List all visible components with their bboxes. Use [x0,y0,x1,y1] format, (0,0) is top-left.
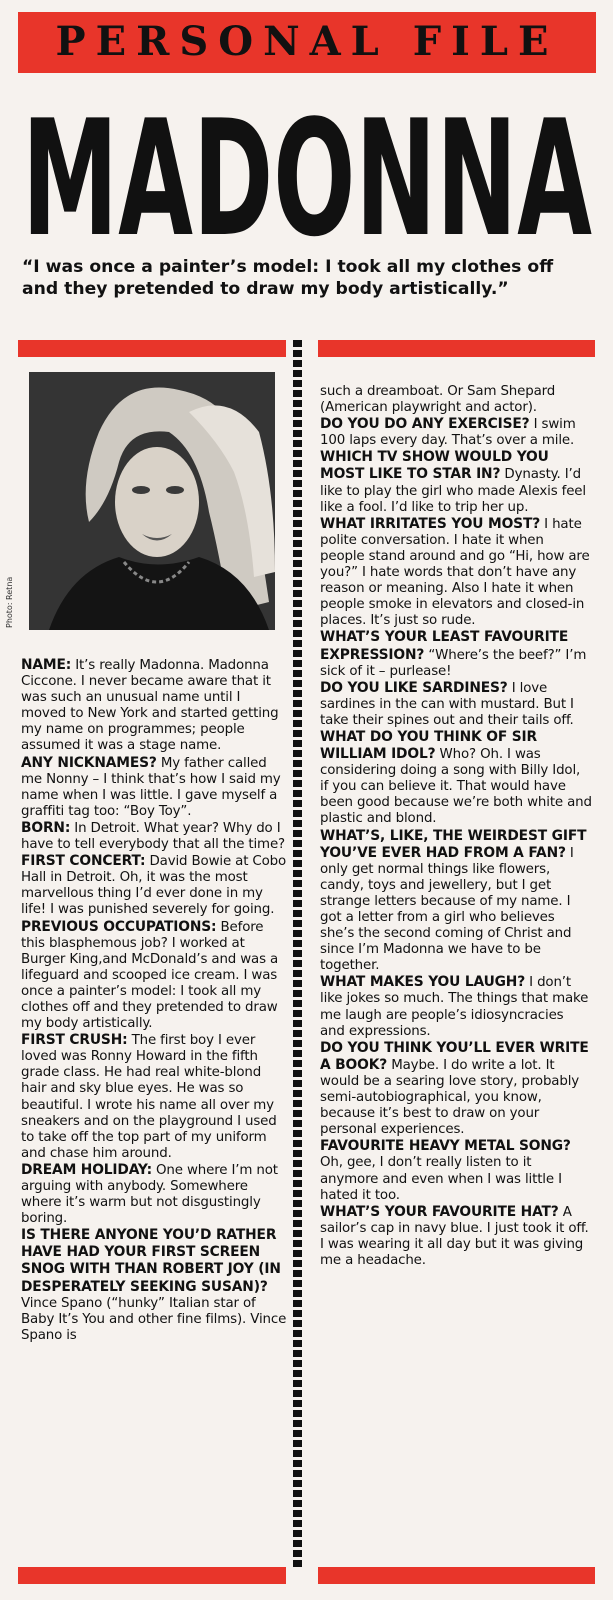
answer: I hate polite conversation. I hate it when people stand around and go “Hi, how are you?” I hate words that don’t have any reason or meaning. Also I hate it when people smoke in elevators and closed-in places. It’s just so rude. [320,516,590,629]
answer: I swim 100 laps every day. That’s over a mile. [320,417,576,449]
page-title [18,96,596,246]
answer: Before this blasphemous job? I worked at Burger King,and McDonald’s and was a lifeguard and scooped ice cream. I was once a painter’s model: I took all my clothes off and they pretended to draw my body artistically. [21,919,279,1032]
answer: One where I’m not arguing with anybody. Somewhere where it’s warm but not disgustingly boring. [21,1162,278,1227]
question: PREVIOUS OCCUPATIONS: [21,918,217,935]
answer: A sailor’s cap in navy blue. I just took it off. I was wearing it all day but it was giving me a headache. [320,1204,589,1268]
answer: I only get normal things like flowers, candy, toys and jewellery, but I get strange letters because of my name. I got a letter from a girl who believes she’s the second coming of Christ and since I’m Madonna we have to be together. [320,845,574,974]
qa-entry [21,755,287,820]
qa-entry [320,629,592,679]
answer: Dynasty. I’d like to play the girl who made Alexis feel like a fool. I’d like to trip her up. [320,467,586,515]
answer: It’s really Madonna. Madonna Ciccone. I never became aware that it was such an unusual name until I moved to New York and started getting my name on programmes; people assumed it was a stage name. [21,658,279,754]
question: DO YOU DO ANY EXERCISE? [320,416,530,433]
qa-entry [320,449,592,515]
answer: “Where’s the beef?” I’m sick of it – purlease! [320,647,587,679]
qa-entry [320,974,592,1039]
qa-entry [21,1032,287,1162]
question: FAVOURITE HEAVY METAL SONG? [320,1138,571,1155]
qa-entry [21,919,287,1033]
question: IS THERE ANYONE YOU’D RATHER HAVE HAD YOUR FIRST SCREEN SNOG WITH THAN ROBERT JOY (IN DESPERATELY SEEKING SUSAN)? [21,1227,281,1295]
question: FIRST CRUSH: [21,1032,128,1049]
qa-entry [320,384,592,416]
qa-entry [320,680,592,729]
qa-entry [21,657,287,755]
question: FIRST CONCERT: [21,853,146,870]
pull-quote: “I was once a painter’s model: I took all my clothes off and they pretended to draw my body artistically.” [22,257,554,299]
qa-entry [320,828,592,975]
answer: Vince Spano (“hunky” Italian star of Baby It’s You and other fine films). Vince Spano is [21,1295,287,1343]
answer: I love sardines in the can with mustard. But I take their spines out and their tails off. [320,680,574,728]
question: WHAT MAKES YOU LAUGH? [320,974,526,991]
answer: The first boy I ever loved was Ronny Howard in the fifth grade class. He had real white-blond hair and sky blue eyes. He was so beautiful. I wrote his name all over my sneakers and on the playground I used to take off the top part of my uniform and chase him around. [21,1033,277,1161]
left-top-rule [18,340,286,357]
qa-entry [21,1162,287,1227]
answer: David Bowie at Cobo Hall in Detroit. Oh, it was the most marvellous thing I’d ever done in my life! I was punished severely for going. [21,854,287,918]
question: DO YOU THINK YOU’LL EVER WRITE A BOOK? [320,1039,589,1073]
question: ANY NICKNAMES? [21,754,157,771]
photo-credit: Photo: Retna [5,576,14,628]
question: DO YOU LIKE SARDINES? [320,679,508,696]
question: WHAT’S YOUR LEAST FAVOURITE EXPRESSION? [320,629,569,663]
question: WHAT IRRITATES YOU MOST? [320,515,541,532]
qa-entry [21,853,287,918]
question: WHICH TV SHOW WOULD YOU MOST LIKE TO STAR IN? [320,449,549,483]
header-banner [18,12,596,73]
right-column [320,384,592,1269]
question: WHAT’S, LIKE, THE WEIRDEST GIFT YOU’VE EVER HAD FROM A FAN? [320,827,587,861]
qa-entry [320,516,592,630]
title-text: MADONNA [22,96,593,246]
left-bottom-rule [18,1567,286,1584]
column-divider [293,340,302,1568]
answer: My father called me Nonny – I think that’s how I said my name when I was little. I gave myself a graffiti tag too: “Boy Toy”. [21,755,281,819]
right-bottom-rule [318,1567,595,1584]
answer: Who? Oh. I was considering doing a song with Billy Idol, if you can believe it. That would have been good because we’re both white and plastic and blond. [320,747,592,827]
question: WHAT DO YOU THINK OF SIR WILLIAM IDOL? [320,728,537,763]
question: WHAT’S YOUR FAVOURITE HAT? [320,1203,559,1220]
qa-entry [320,1040,592,1139]
qa-entry [21,1227,287,1344]
qa-entry [320,1204,592,1269]
qa-entry [21,820,287,853]
answer: In Detroit. What year? Why do I have to tell everybody that all the time? [21,820,285,853]
portrait-photo [29,372,275,630]
answer: Oh, gee, I don’t really listen to it anymore and even when I was little I hated it too. [320,1155,562,1203]
qa-entry [320,729,592,828]
right-top-rule [318,340,595,357]
answer: Maybe. I do write a lot. It would be a searing love story, probably semi-autobiographical, you know, because it’s best to draw on your personal experiences. [320,1057,580,1138]
qa-entry [320,416,592,449]
question: BORN: [21,819,71,836]
answer: such a dreamboat. Or Sam Shepard (American playwright and actor). [320,384,556,416]
question: NAME: [21,657,72,673]
left-column [21,657,287,1344]
question: DREAM HOLIDAY: [21,1161,152,1178]
answer: I don’t like jokes so much. The things that make me laugh are people’s idiosyncracies and expressions. [320,975,589,1039]
banner-title: PERSONAL FILE [55,18,559,65]
qa-entry [320,1138,592,1203]
